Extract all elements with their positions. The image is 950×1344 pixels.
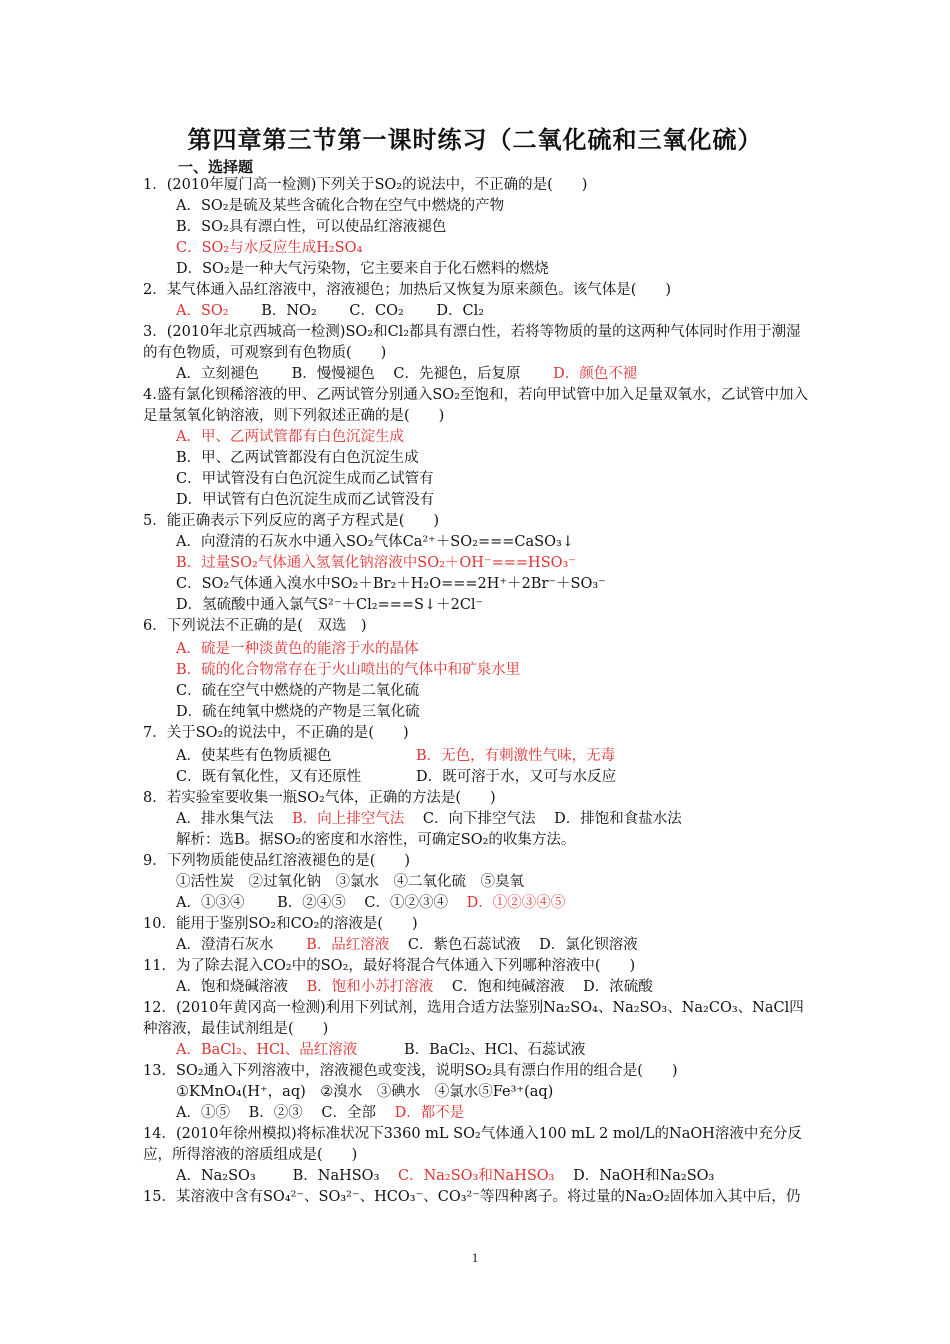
option: D．NaOH和Na₂SO₃ [573, 1168, 715, 1184]
question-stem: 10．能用于鉴别SO₂和CO₂的溶液是( ) [143, 916, 418, 932]
option: B．NaHSO₃ [292, 1168, 380, 1184]
option-answer: A．甲、乙两试管都有白色沉淀生成 [176, 429, 404, 445]
option-answer: A．BaCl₂、HCl、品红溶液 [176, 1042, 358, 1058]
option: D．甲试管有白色沉淀生成而乙试管没有 [176, 492, 435, 508]
option: A．向澄清的石灰水中通入SO₂气体Ca²⁺＋SO₂===CaSO₃↓ [176, 534, 574, 550]
option-row [143, 746, 813, 767]
option: C．CO₂ [349, 303, 404, 319]
option: A．饱和烧碱溶液 [176, 979, 288, 995]
question-stem: 4.盛有氯化钡稀溶液的甲、乙两试管分别通入SO₂至饱和，若向甲试管中加入足量双氧水，乙试管中加入足量氢氧化钠溶液，则下列叙述正确的是( ) [143, 387, 808, 424]
option-row [143, 1103, 813, 1124]
option: A．SO₂是硫及某些含硫化合物在空气中燃烧的产物 [176, 198, 505, 214]
option-answer: C．Na₂SO₃和NaHSO₃ [398, 1168, 555, 1184]
option: A．澄清石灰水 [176, 937, 274, 953]
option-row [143, 1040, 813, 1061]
section-heading: 一、选择题 [178, 158, 254, 176]
option-row [143, 301, 813, 322]
option: A．①⑤ [176, 1105, 230, 1121]
option-answer: D．①②③④⑤ [466, 895, 566, 911]
option: C．硫在空气中燃烧的产物是二氧化硫 [176, 683, 420, 699]
option-row [143, 977, 813, 998]
option-answer: A．硫是一种淡黄色的能溶于水的晶体 [176, 641, 419, 657]
option-answer: D．都不是 [394, 1105, 465, 1121]
option: C．SO₂气体通入溴水中SO₂＋Br₂＋H₂O===2H⁺＋2Br⁻＋SO₃⁻ [176, 576, 606, 592]
option: A．①③④ [176, 895, 245, 911]
question-stem: 8．若实验室要收集一瓶SO₂气体，正确的方法是( ) [143, 790, 496, 806]
option-answer: B．品红溶液 [306, 937, 390, 953]
option: D．氢硫酸中通入氯气S²⁻＋Cl₂===S↓＋2Cl⁻ [176, 597, 484, 613]
option-row [143, 364, 813, 385]
question-stem: 3．(2010年北京西城高一检测)SO₂和Cl₂都具有漂白性，若将等物质的量的这两种气体同时作用于潮湿的有色物质，可观察到有色物质( ) [143, 324, 801, 361]
question-stem: 5．能正确表示下列反应的离子方程式是( ) [143, 513, 440, 529]
option-answer: A．SO₂ [176, 303, 229, 319]
option: D．浓硫酸 [583, 979, 653, 995]
item-list: ①KMnO₄(H⁺，aq) ②溴水 ③碘水 ④氯水⑤Fe³⁺(aq) [176, 1084, 554, 1100]
option: B．BaCl₂、HCl、石蕊试液 [404, 1042, 586, 1058]
option: C．甲试管没有白色沉淀生成而乙试管有 [176, 471, 434, 487]
option-answer: B．硫的化合物常存在于火山喷出的气体中和矿泉水里 [176, 662, 521, 678]
analysis-text: 解析：选B。据SO₂的密度和水溶性，可确定SO₂的收集方法。 [176, 832, 576, 848]
option: A．排水集气法 [176, 811, 274, 827]
question-stem: 12．(2010年黄冈高一检测)利用下列试剂，选用合适方法鉴别Na₂SO₄、Na₂SO₃、Na₂CO₃、NaCl四种溶液，最佳试剂组是( ) [143, 1000, 804, 1037]
option: A．立刻褪色 [176, 366, 259, 382]
option: B．②④⑤ [277, 895, 346, 911]
option: B．SO₂具有漂白性，可以使品红溶液褪色 [176, 219, 447, 235]
option: D．Cl₂ [436, 303, 485, 319]
option: D．既可溶于水，又可与水反应 [416, 769, 617, 785]
option-answer: C．SO₂与水反应生成H₂SO₄ [176, 240, 363, 256]
question-stem: 15．某溶液中含有SO₄²⁻、SO₃²⁻、HCO₃⁻、CO₃²⁻等四种离子。将过量的Na₂O₂固体加入其中后，仍 [143, 1189, 801, 1205]
option-row [143, 935, 813, 956]
question-stem: 9．下列物质能使品红溶液褪色的是( ) [143, 853, 411, 869]
option: B．②③ [248, 1105, 303, 1121]
option: C．全部 [321, 1105, 376, 1121]
option: B．慢慢褪色 [291, 366, 375, 382]
option-row [143, 809, 813, 830]
question-stem: 6．下列说法不正确的是( 双选 ) [143, 618, 367, 634]
option: D．氯化钡溶液 [539, 937, 638, 953]
option: C．紫色石蕊试液 [407, 937, 521, 953]
option: C．饱和纯碱溶液 [451, 979, 565, 995]
option: D．排饱和食盐水法 [554, 811, 682, 827]
question-stem: 2．某气体通入品红溶液中，溶液褪色；加热后又恢复为原来颜色。该气体是( ) [143, 282, 672, 298]
option: A．使某些有色物质褪色 [176, 748, 332, 764]
question-stem: 11．为了除去混入CO₂中的SO₂，最好将混合气体通入下列哪种溶液中( ) [143, 958, 636, 974]
page-title: 第四章第三节第一课时练习（二氧化硫和三氧化硫） [187, 126, 763, 154]
option: D．SO₂是一种大气污染物，它主要来自于化石燃料的燃烧 [176, 261, 549, 277]
option-answer: D．颜色不褪 [553, 366, 638, 382]
question-list [143, 175, 813, 1208]
option-row [143, 893, 813, 914]
option: C．向下排空气法 [422, 811, 536, 827]
page-number: 1 [471, 1250, 479, 1265]
option: C．先褪色，后复原 [393, 366, 521, 382]
option-answer: B．无色，有刺激性气味，无毒 [416, 748, 616, 764]
option: B．NO₂ [261, 303, 317, 319]
question-stem: 7．关于SO₂的说法中，不正确的是( ) [143, 725, 409, 741]
item-list: ①活性炭 ②过氧化钠 ③氯水 ④二氧化硫 ⑤臭氧 [176, 874, 524, 890]
option-answer: B．饱和小苏打溶液 [306, 979, 434, 995]
option-row [143, 767, 813, 788]
option-answer: B．向上排空气法 [292, 811, 405, 827]
option: C．既有氧化性，又有还原性 [176, 769, 362, 785]
option: C．①②③④ [364, 895, 448, 911]
question-stem: 13．SO₂通入下列溶液中，溶液褪色或变浅，说明SO₂具有漂白作用的组合是( ) [143, 1063, 678, 1079]
option: D．硫在纯氧中燃烧的产物是三氧化硫 [176, 704, 420, 720]
option: A．Na₂SO₃ [176, 1168, 256, 1184]
option-row [143, 1166, 813, 1187]
question-stem: 1．(2010年厦门高一检测)下列关于SO₂的说法中，不正确的是( ) [143, 177, 588, 193]
question-stem: 14．(2010年徐州模拟)将标准状况下3360 mL SO₂气体通入100 mL 2 mol/L的NaOH溶液中充分反应，所得溶液的溶质组成是( ) [143, 1126, 802, 1163]
option-answer: B．过量SO₂气体通入氢氧化钠溶液中SO₂＋OH⁻===HSO₃⁻ [176, 555, 576, 571]
option: B．甲、乙两试管都没有白色沉淀生成 [176, 450, 419, 466]
